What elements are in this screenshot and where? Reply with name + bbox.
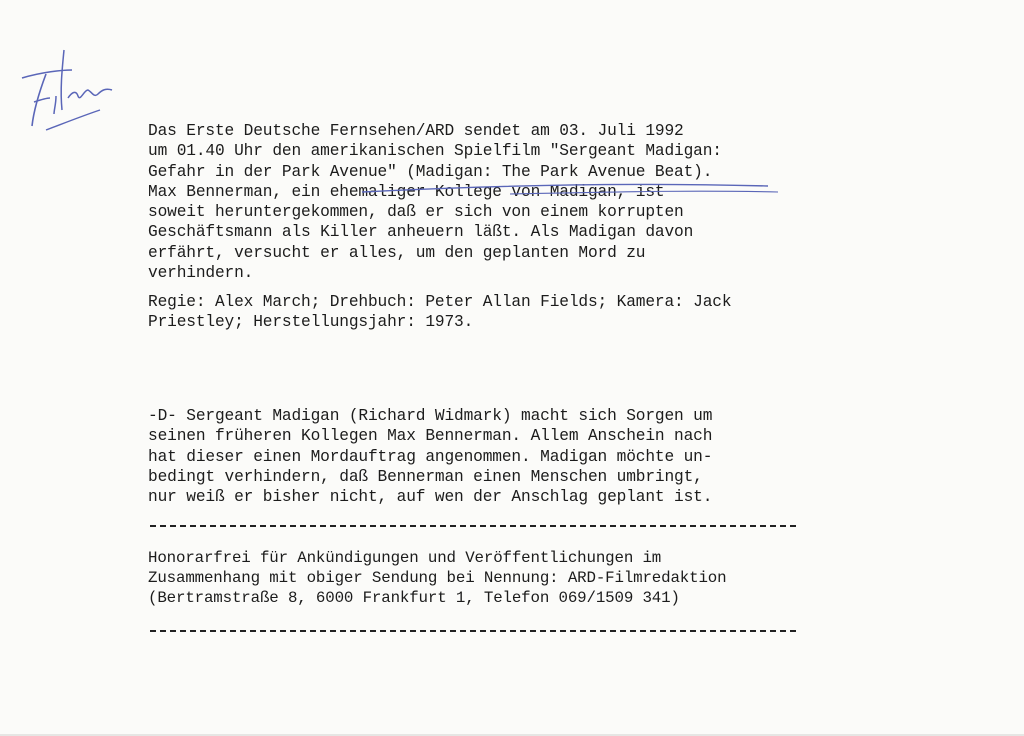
dashed-divider xyxy=(150,525,796,527)
pen-underline-mark xyxy=(360,172,780,198)
handwritten-note xyxy=(2,30,122,140)
photo-caption-paragraph: -D- Sergeant Madigan (Richard Widmark) macht sich Sorgen um seinen früheren Kollegen Max Bennerman. Allem Anschein nach hat dieser einen Mordauftrag angenommen. Madigan möchte un- bedingt verhindern, daß Bennerman einen Menschen umbringt, nur weiß er bisher nicht, auf wen der Anschlag geplant ist. xyxy=(148,407,713,507)
copyright-notice: Honorarfrei für Ankündigungen und Veröffentlichungen im Zusammenhang mit obiger Sendung bei Nennung: ARD-Filmredaktion (Bertramstraße 8, 6000 Frankfurt 1, Telefon 069/1509 341) xyxy=(148,549,727,607)
synopsis-paragraph: Das Erste Deutsche Fernsehen/ARD sendet am 03. Juli 1992 um 01.40 Uhr den amerikanischen Spielfilm "Sergeant Madigan: Gefahr in der Park Avenue" (Madigan: The Park Avenue Beat). Max Bennerman, ein ehemaliger Kollege von Madigan, ist soweit heruntergekommen, daß er sich von einem korrupten Geschäftsmann als Killer anheuern läßt. Als Madigan davon erfährt, versucht er alles, um den geplanten Mord zu verhindern. xyxy=(148,122,722,283)
credits-paragraph: Regie: Alex March; Drehbuch: Peter Allan Fields; Kamera: Jack Priestley; Herstellungsjahr: 1973. xyxy=(148,293,732,332)
dashed-divider xyxy=(150,630,796,632)
